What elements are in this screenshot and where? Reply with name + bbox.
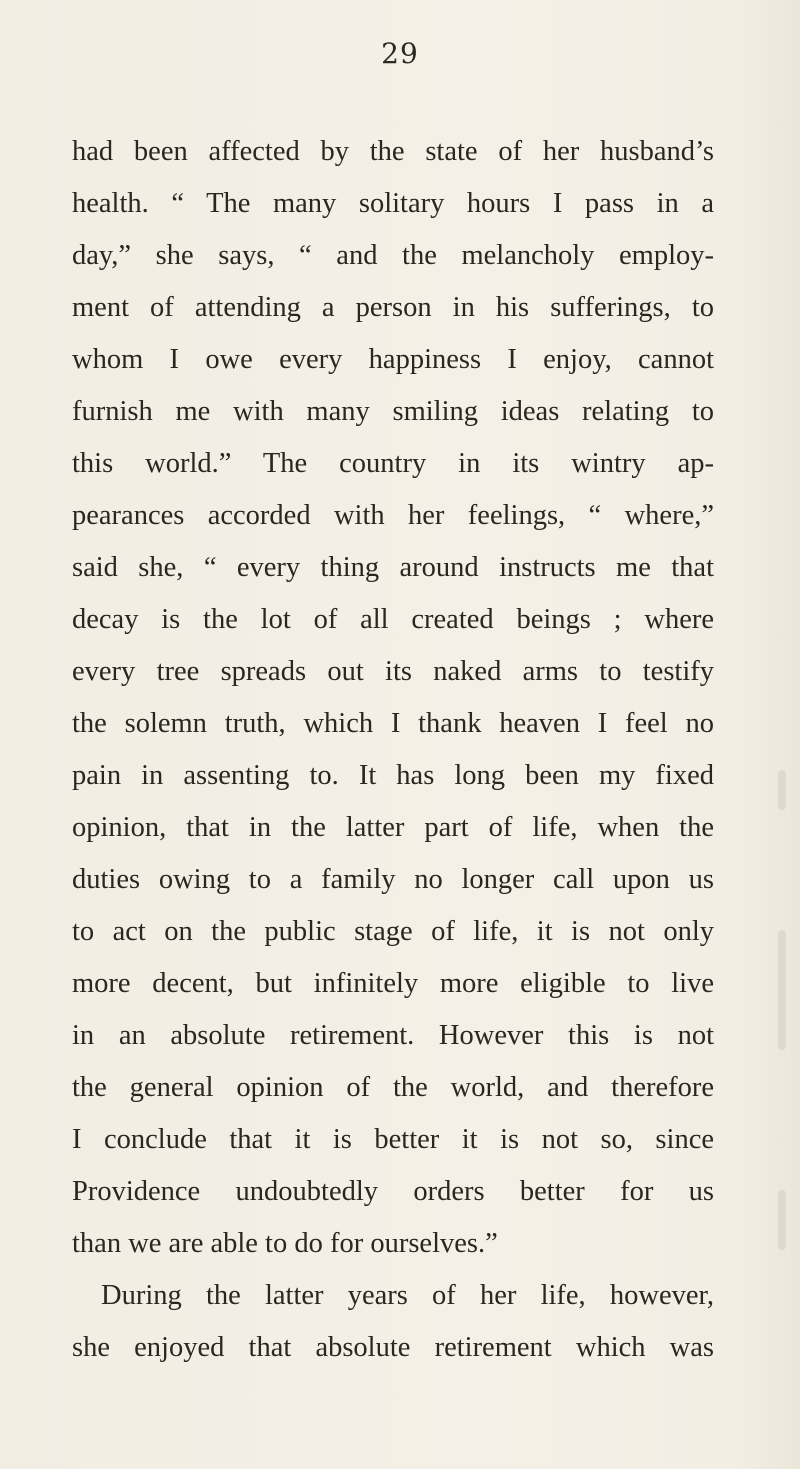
text-line: than we are able to do for ourselves.” xyxy=(72,1228,498,1259)
text-line: the general opinion of the world, and therefore xyxy=(72,1072,714,1103)
text-line: pearances accorded with her feelings, “ where,” xyxy=(72,500,714,531)
text-line: said she, “ every thing around instructs me that xyxy=(72,552,714,583)
text-line: every tree spreads out its naked arms to testify xyxy=(72,656,714,687)
page-stain xyxy=(778,770,786,810)
text-line: she enjoyed that absolute retirement which was xyxy=(72,1332,714,1363)
text-line: ment of attending a person in his sufferings, to xyxy=(72,292,714,323)
page-number: 29 xyxy=(381,37,419,70)
text-line: Providence undoubtedly orders better for us xyxy=(72,1176,714,1207)
page-stain xyxy=(778,1190,786,1250)
text-line: the solemn truth, which I thank heaven I feel no xyxy=(72,708,714,739)
text-line: health. “ The many solitary hours I pass in a xyxy=(72,188,714,219)
text-line: more decent, but infinitely more eligible to live xyxy=(72,968,714,999)
text-line: pain in assenting to. It has long been my fixed xyxy=(72,760,714,791)
text-line: day,” she says, “ and the melancholy employ- xyxy=(72,240,714,271)
text-line: had been affected by the state of her husband’s xyxy=(72,136,714,167)
text-line: During the latter years of her life, however, xyxy=(101,1280,714,1311)
text-line: opinion, that in the latter part of life, when the xyxy=(72,812,714,843)
text-line: furnish me with many smiling ideas relating to xyxy=(72,396,714,427)
page-stain xyxy=(778,930,786,1050)
text-line: decay is the lot of all created beings ; where xyxy=(72,604,714,635)
text-line: to act on the public stage of life, it is not only xyxy=(72,916,714,947)
text-line: whom I owe every happiness I enjoy, cannot xyxy=(72,344,714,375)
text-line: this world.” The country in its wintry ap- xyxy=(72,448,714,479)
text-line: in an absolute retirement. However this is not xyxy=(72,1020,714,1051)
text-line: I conclude that it is better it is not so, since xyxy=(72,1124,714,1155)
text-line: duties owing to a family no longer call upon us xyxy=(72,864,714,895)
